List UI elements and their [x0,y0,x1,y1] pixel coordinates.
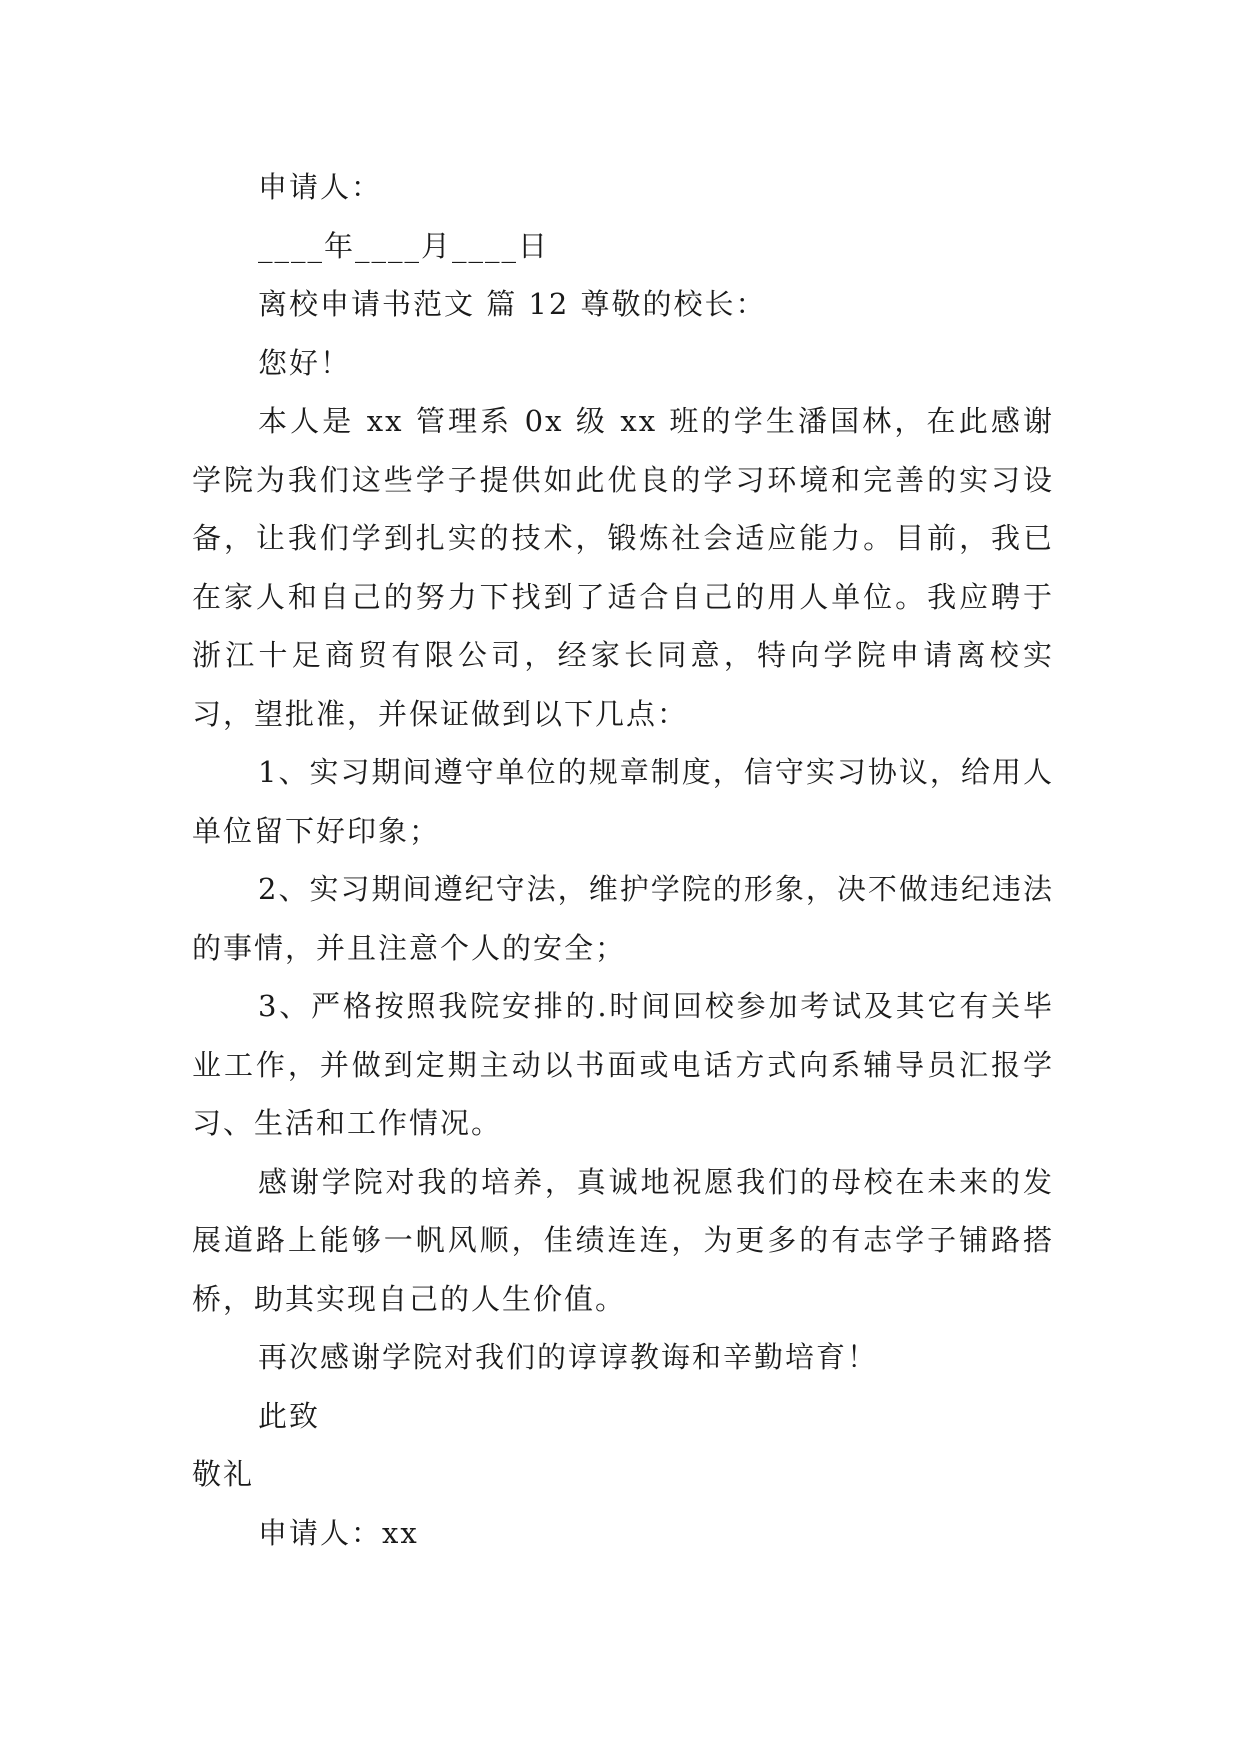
closing: 此致 [258,1398,321,1433]
body-paragraph: 3、严格按照我院安排的.时间回校参加考试及其它有关毕业工作，并做到定期主动以书面或电话方式向系辅导员汇报学习、生活和工作情况。 [192,989,1054,1140]
section-heading: 离校申请书范文 篇 12 尊敬的校长： [258,287,767,321]
body-paragraph: 2、实习期间遵纪守法，维护学院的形象，决不做违纪违法的事情，并且注意个人的安全； [192,872,1054,965]
salutation: 敬礼 [192,1457,255,1491]
applicant-label: 申请人： [258,170,383,204]
date-line: ____年____月____日 [258,228,550,263]
greeting: 您好！ [258,345,352,380]
body-paragraph: 本人是 xx 管理系 0x 级 xx 班的学生潘国林，在此感谢学院为我们这些学子提供如此优良的学习环境和完善的实习设备，让我们学到扎实的技术，锻炼社会适应能力。目前，我已在家人和自己的努力下找到了适合自己的用人单位。我应聘于浙江十足商贸有限公司，经家长同意，特向学院申请离校实习，望批准，并保证做到以下几点： [192,404,1054,731]
thanks-line: 再次感谢学院对我们的谆谆教诲和辛勤培育！ [258,1340,879,1374]
document-body [192,158,1054,1562]
body-paragraph: 1、实习期间遵守单位的规章制度，信守实习协议，给用人单位留下好印象； [192,755,1054,848]
body-paragraph: 感谢学院对我的培养，真诚地祝愿我们的母校在未来的发展道路上能够一帆风顺，佳绩连连，为更多的有志学子铺路搭桥，助其实现自己的人生价值。 [192,1164,1054,1316]
signature: 申请人：xx [258,1515,419,1550]
